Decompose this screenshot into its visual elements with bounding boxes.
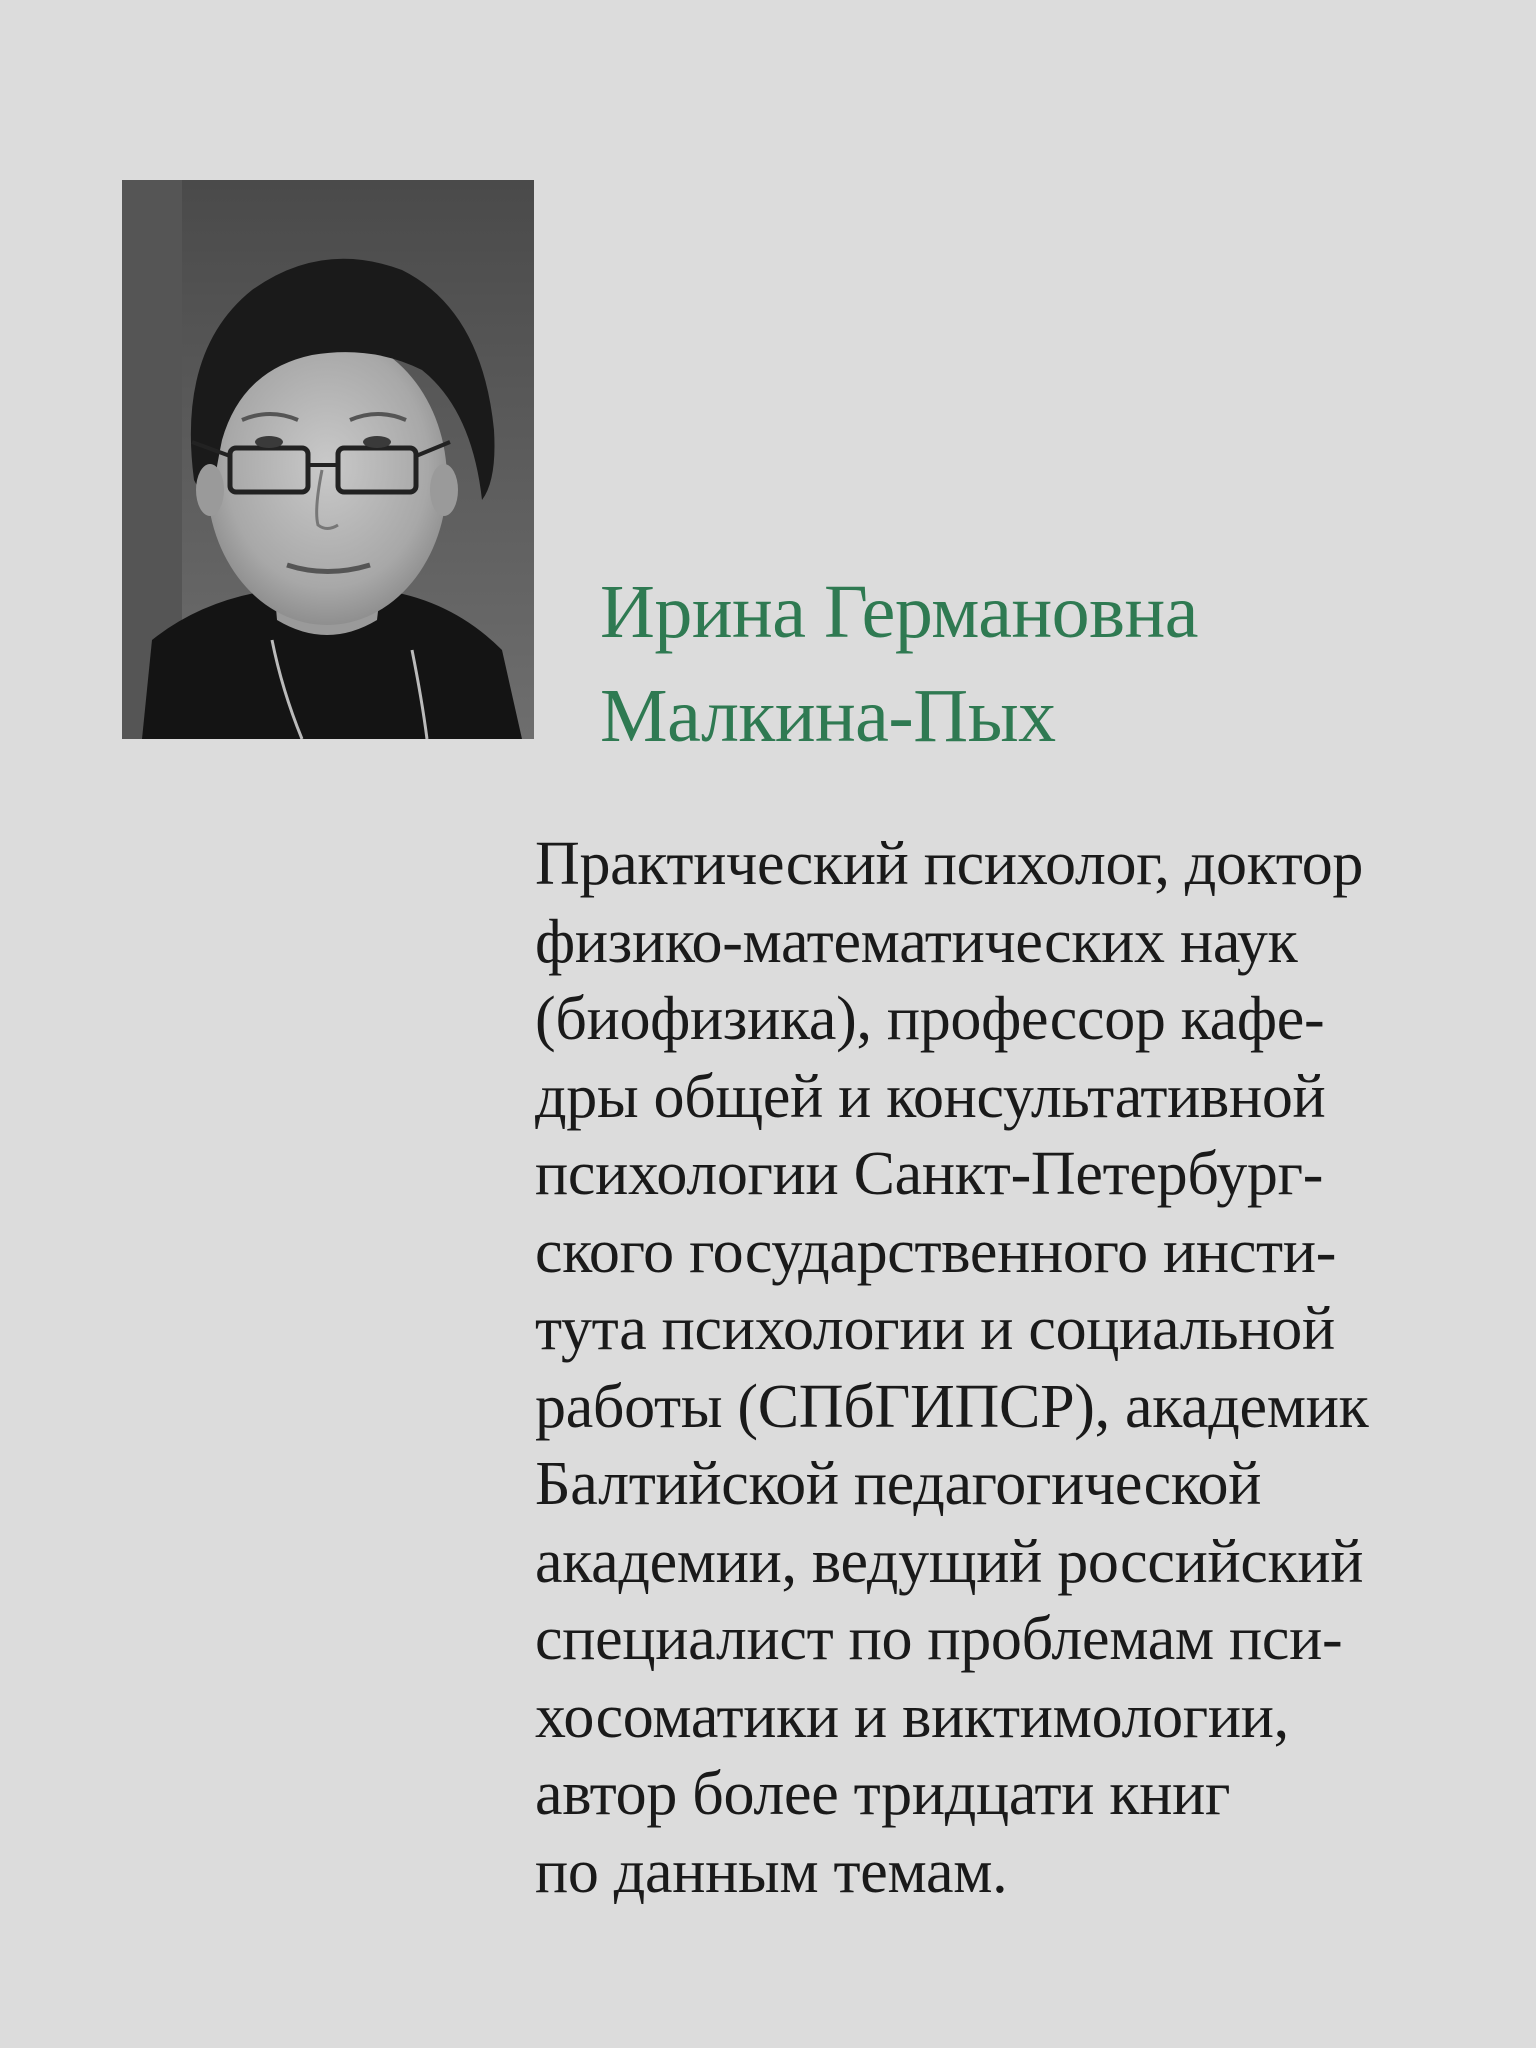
author-biography	[535, 826, 1495, 1911]
bio-line: (биофизика), профессор кафе-	[535, 985, 1325, 1053]
bio-line: автор более тридцати книг	[535, 1760, 1231, 1828]
bio-line: академии, ведущий российский	[535, 1527, 1364, 1596]
bio-line: по данным темам.	[535, 1837, 1008, 1906]
bio-line: Балтийской педагогической	[535, 1450, 1262, 1518]
author-name-line-1: Ирина Германовна	[600, 570, 1198, 654]
bio-line: тута психологии и социальной	[535, 1295, 1335, 1363]
bio-line: дры общей и консультативной	[535, 1062, 1326, 1131]
bio-line: специалист по проблемам пси-	[535, 1605, 1343, 1673]
bio-line: психологии Санкт-Петербург-	[535, 1140, 1324, 1208]
bio-line: физико-математических наук	[535, 907, 1298, 976]
bio-line: хосоматики и виктимологии,	[535, 1682, 1289, 1751]
bio-line: Практический психолог, доктор	[535, 830, 1364, 898]
author-name	[600, 560, 1480, 768]
author-portrait-photo	[122, 180, 534, 739]
author-name-line-2: Малкина-Пых	[600, 674, 1056, 758]
bio-line: работы (СПбГИПСР), академик	[535, 1372, 1369, 1441]
bio-line: ского государственного инсти-	[535, 1217, 1337, 1286]
